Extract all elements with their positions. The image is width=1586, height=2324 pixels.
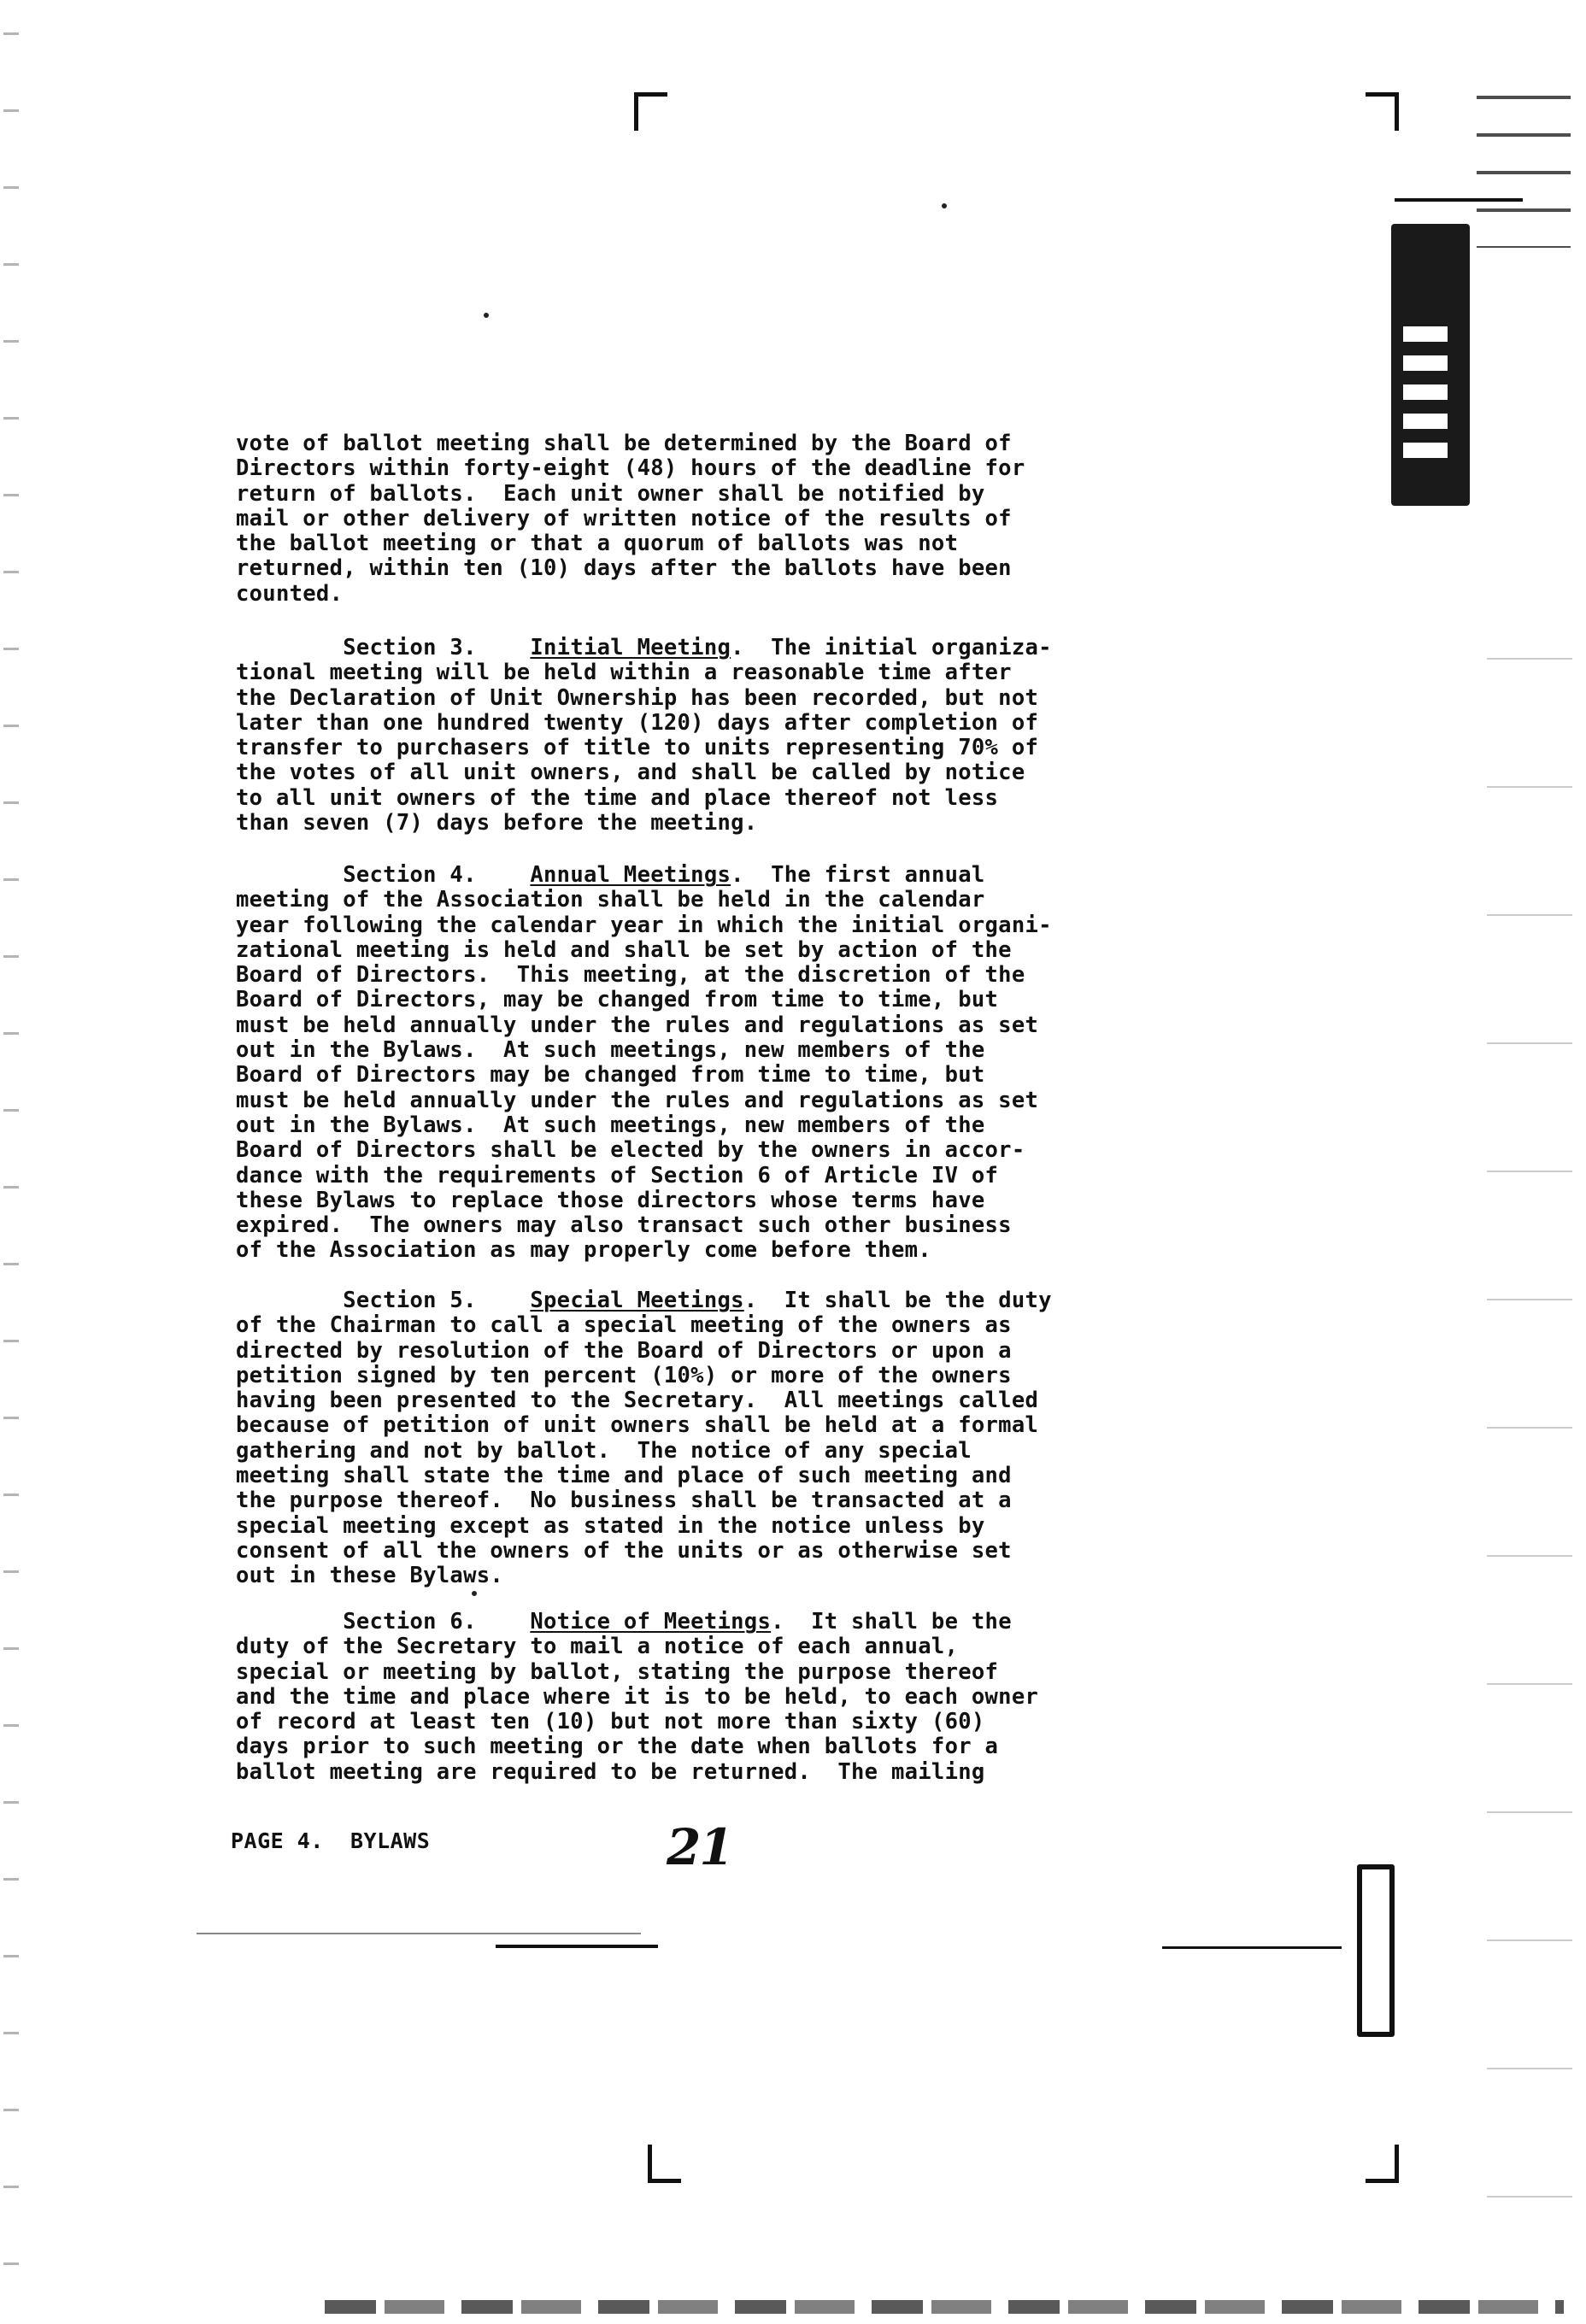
text-line: duty of the Secretary to mail a notice of each annual, — [236, 1634, 959, 1660]
scan-speck — [484, 313, 489, 318]
section-4 — [236, 863, 1210, 1264]
crop-mark-bottom-left — [648, 2145, 681, 2183]
scan-edge-noise-bottom — [325, 2300, 1564, 2314]
section-title: Initial Meeting — [530, 635, 731, 660]
text-line: transfer to purchasers of title to units representing 70% of — [236, 735, 1039, 761]
section-heading-line — [236, 863, 1210, 888]
text-line: meeting of the Association shall be held in the calendar — [236, 887, 985, 913]
text-line: dance with the requirements of Section 6 of Article IV of — [236, 1162, 999, 1188]
text-line: Board of Directors, may be changed from time to time, but — [236, 987, 999, 1013]
section-5 — [236, 1288, 1210, 1589]
section-3 — [236, 636, 1210, 836]
text-line: . The first annual — [731, 862, 985, 888]
text-line: return of ballots. Each unit owner shall be notified by — [236, 480, 985, 507]
scan-speck — [942, 203, 947, 208]
section-label: Section 3. — [343, 635, 477, 660]
text-line: . It shall be the duty — [743, 1288, 1052, 1313]
scan-artifact-line — [496, 1945, 658, 1948]
text-line: . It shall be the — [771, 1609, 1012, 1634]
text-line: to all unit owners of the time and place thereof not less — [236, 784, 999, 811]
crop-mark-top-left — [634, 92, 667, 131]
text-line: the votes of all unit owners, and shall be called by notice — [236, 760, 1025, 786]
section-title: Annual Meetings — [530, 862, 731, 888]
section-heading-line — [236, 636, 1210, 660]
scan-edge-noise-right — [1487, 598, 1572, 2221]
crop-mark-top-right — [1366, 92, 1399, 131]
text-line: special meeting except as stated in the notice unless by — [236, 1512, 985, 1539]
text-line: of the Association as may properly come before them. — [236, 1237, 931, 1264]
text-line: of record at least ten (10) but not more than sixty (60) — [236, 1709, 985, 1735]
text-line: out in these Bylaws. — [236, 1563, 504, 1589]
text-line: gathering and not by ballot. The notice of any special — [236, 1437, 972, 1464]
section-heading-line — [236, 1610, 1210, 1634]
scan-artifact-line — [1162, 1946, 1342, 1949]
text-line: special or meeting by ballot, stating the purpose thereof — [236, 1658, 999, 1685]
text-line: ballot meeting are required to be returned. The mailing — [236, 1758, 985, 1785]
text-line: Board of Directors. This meeting, at the discretion of the — [236, 962, 1025, 989]
text-line: of the Chairman to call a special meeting of the owners as — [236, 1312, 1012, 1339]
text-line: having been presented to the Secretary. All meetings called — [236, 1388, 1039, 1414]
text-line: . The initial organiza- — [731, 635, 1052, 660]
section-title: Special Meetings — [530, 1288, 744, 1313]
text-line: later than one hundred twenty (120) days after completion of — [236, 709, 1039, 736]
section-heading-line — [236, 1288, 1210, 1313]
text-line: out in the Bylaws. At such meetings, new members of the — [236, 1037, 985, 1064]
text-line: mail or other delivery of written notice of the results of — [236, 505, 1012, 531]
section-label: Section 6. — [343, 1609, 477, 1634]
text-line: vote of ballot meeting shall be determined by the Board of — [236, 431, 1012, 456]
text-line: petition signed by ten percent (10%) or more of the owners — [236, 1362, 1012, 1388]
scan-speck — [472, 1591, 477, 1596]
text-line: out in the Bylaws. At such meetings, new members of the — [236, 1112, 985, 1138]
text-line: must be held annually under the rules and regulations as set — [236, 1012, 1039, 1038]
text-line: the Declaration of Unit Ownership has been recorded, but not — [236, 684, 1039, 711]
text-line: than seven (7) days before the meeting. — [236, 810, 758, 836]
text-line: tional meeting will be held within a reasonable time after — [236, 660, 1012, 686]
seal-stamp-graphic — [1391, 224, 1470, 506]
scan-artifact-lines — [1477, 77, 1571, 248]
section-label: Section 4. — [343, 862, 477, 888]
text-line: counted. — [236, 580, 344, 607]
section-6 — [236, 1610, 1210, 1785]
text-line: zational meeting is held and shall be set by action of the — [236, 936, 1012, 963]
text-line: the ballot meeting or that a quorum of ballots was not — [236, 531, 959, 557]
scan-artifact-frame — [1357, 1864, 1395, 2037]
text-line: consent of all the owners of the units or as otherwise set — [236, 1537, 1012, 1564]
text-line: Directors within forty-eight (48) hours of the deadline for — [236, 455, 1025, 482]
text-line: meeting shall state the time and place of such meeting and — [236, 1463, 1012, 1489]
text-line: expired. The owners may also transact such other business — [236, 1212, 1012, 1239]
text-line: Board of Directors may be changed from time to time, but — [236, 1062, 985, 1089]
text-line: year following the calendar year in which the initial organi- — [236, 912, 1052, 938]
text-line: directed by resolution of the Board of Directors or upon a — [236, 1337, 1012, 1364]
text-line: these Bylaws to replace those directors whose terms have — [236, 1187, 985, 1213]
text-line: Board of Directors shall be elected by the owners in accor- — [236, 1137, 1025, 1164]
text-line: because of petition of unit owners shall be held at a formal — [236, 1412, 1039, 1439]
handwritten-page-number: 21 — [667, 1818, 732, 1876]
scan-artifact-rule — [1395, 198, 1523, 202]
scan-edge-noise-left — [3, 0, 19, 2324]
text-line: must be held annually under the rules and regulations as set — [236, 1087, 1039, 1113]
page-footer-label: PAGE 4. BYLAWS — [231, 1828, 431, 1853]
text-line: returned, within ten (10) days after the ballots have been — [236, 555, 1012, 582]
text-line: and the time and place where it is to be held, to each owner — [236, 1683, 1039, 1710]
scan-artifact-line — [197, 1933, 641, 1934]
paragraph-continuation — [236, 431, 1210, 607]
text-line: days prior to such meeting or the date when ballots for a — [236, 1734, 999, 1760]
text-line: the purpose thereof. No business shall be transacted at a — [236, 1488, 1012, 1514]
crop-mark-bottom-right — [1366, 2145, 1399, 2183]
section-label: Section 5. — [343, 1288, 477, 1313]
section-title: Notice of Meetings — [530, 1609, 772, 1634]
